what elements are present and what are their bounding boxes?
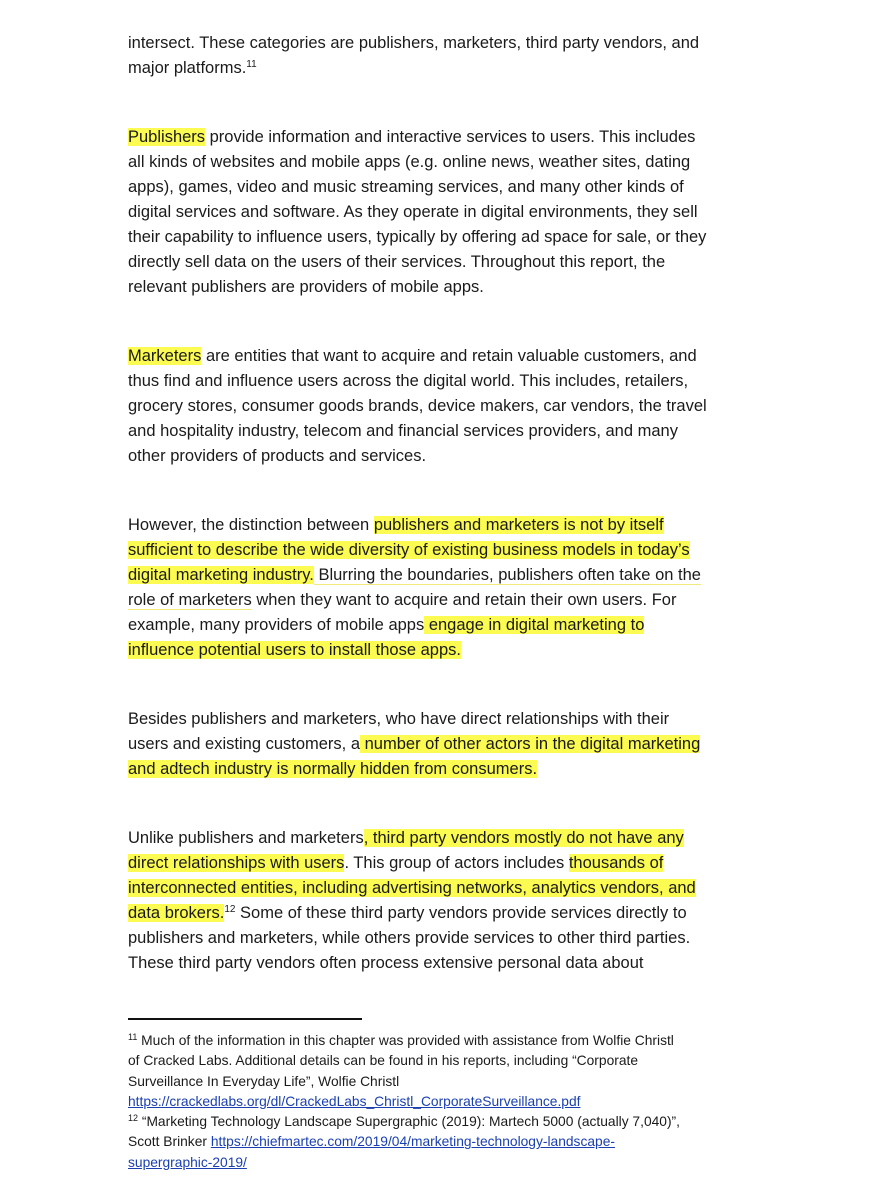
paragraph-hidden-actors — [128, 707, 708, 782]
third-party-highlight-c: mostly do not have any direct relationships with users — [128, 829, 684, 872]
paragraph-publishers — [128, 125, 708, 300]
footnote-ref-12[interactable]: 12 — [224, 904, 236, 915]
term-marketers: Marketers — [128, 347, 202, 365]
footnote-12-link[interactable]: https://chiefmartec.com/2019/04/marketing-technology-landscape-supergraphic-2019/ — [128, 1134, 615, 1170]
publishers-text: provide information and interactive services to users. This includes all kinds of websites and mobile apps (e.g. online news, weather sites, dating apps), games, video and music streaming services, and many other kinds of digital services and software. As they operate in digital environments, they sell their capability to influence users, typically by offering ad space for sale, or they directly sell data on the users of their services. Throughout this report, the relevant publishers are providers of mobile apps. — [128, 128, 707, 296]
footnote-ref-11[interactable]: 11 — [246, 59, 257, 70]
distinction-highlight-e: engage in digital marketing to influence potential users to install those apps. — [128, 616, 645, 659]
third-party-highlight-comma: , — [363, 829, 373, 847]
footnote-11-text: Much of the information in this chapter was provided with assistance from Wolfie Christl of Cracked Labs. Additional details can be found in his reports, including “Corporate Surveillance In Everyday Life”, Wolfie Christl — [128, 1033, 674, 1089]
third-party-text-f: Some of these third party vendors provide services directly to publishers and marketers, while others provide services to other third parties. These third party vendors often process extensive personal data about — [128, 904, 691, 972]
marketers-text: are entities that want to acquire and retain valuable customers, and thus find and influence users across the digital world. This includes, retailers, grocery stores, consumer goods brands, device makers, car vendors, the travel and hospitality industry, telecom and financial services providers, and many other providers of products and services. — [128, 347, 707, 465]
hidden-actors-highlight-b: number of other actors in the digital marketing and adtech industry is normally hidden from consumers. — [128, 735, 701, 778]
term-publishers: Publishers — [128, 128, 206, 146]
footnote-number-11: 11 — [128, 1032, 138, 1042]
paragraph-marketers — [128, 344, 708, 469]
third-party-highlight-e: thousands of interconnected entities, including advertising networks, analytics vendors, and data brokers. — [128, 854, 696, 922]
distinction-text-d: when they want to acquire and retain their own users. For example, many providers of mobile apps — [128, 591, 677, 634]
hidden-actors-text-a: Besides publishers and marketers, who have direct relationships with their users and existing customers, a — [128, 710, 670, 753]
document-body — [128, 31, 708, 976]
paragraph-third-party — [128, 826, 708, 976]
distinction-underlined-c: Blurring the boundaries, publishers often take on the role of marketers — [128, 566, 701, 609]
footnote-11-link[interactable]: https://crackedlabs.org/dl/CrackedLabs_Christl_CorporateSurveillance.pdf — [128, 1093, 581, 1109]
footnote-number-12: 12 — [128, 1113, 139, 1124]
paragraph-distinction — [128, 513, 708, 663]
distinction-text-a: However, the distinction between — [128, 516, 374, 534]
third-party-text-d: . This group of actors includes — [344, 854, 569, 872]
footnote-11 — [128, 1031, 688, 1112]
third-party-text-a: Unlike publishers and marketers — [128, 829, 364, 847]
term-third-party-vendors: third party vendors — [372, 829, 510, 847]
footnote-12-text: “Marketing Technology Landscape Supergraphic (2019): Martech 5000 (actually 7,040)”, Scott Brinker — [128, 1114, 680, 1150]
distinction-highlight-b: publishers and marketers is not by itself sufficient to describe the wide diversity of existing business models in today’s digital marketing industry. — [128, 516, 690, 584]
intro-text: intersect. These categories are publishers, marketers, third party vendors, and major platforms. — [128, 34, 700, 77]
footnotes — [128, 1031, 688, 1173]
paragraph-intro — [128, 31, 708, 81]
footnote-12 — [128, 1112, 688, 1173]
footnote-separator — [128, 1018, 362, 1020]
